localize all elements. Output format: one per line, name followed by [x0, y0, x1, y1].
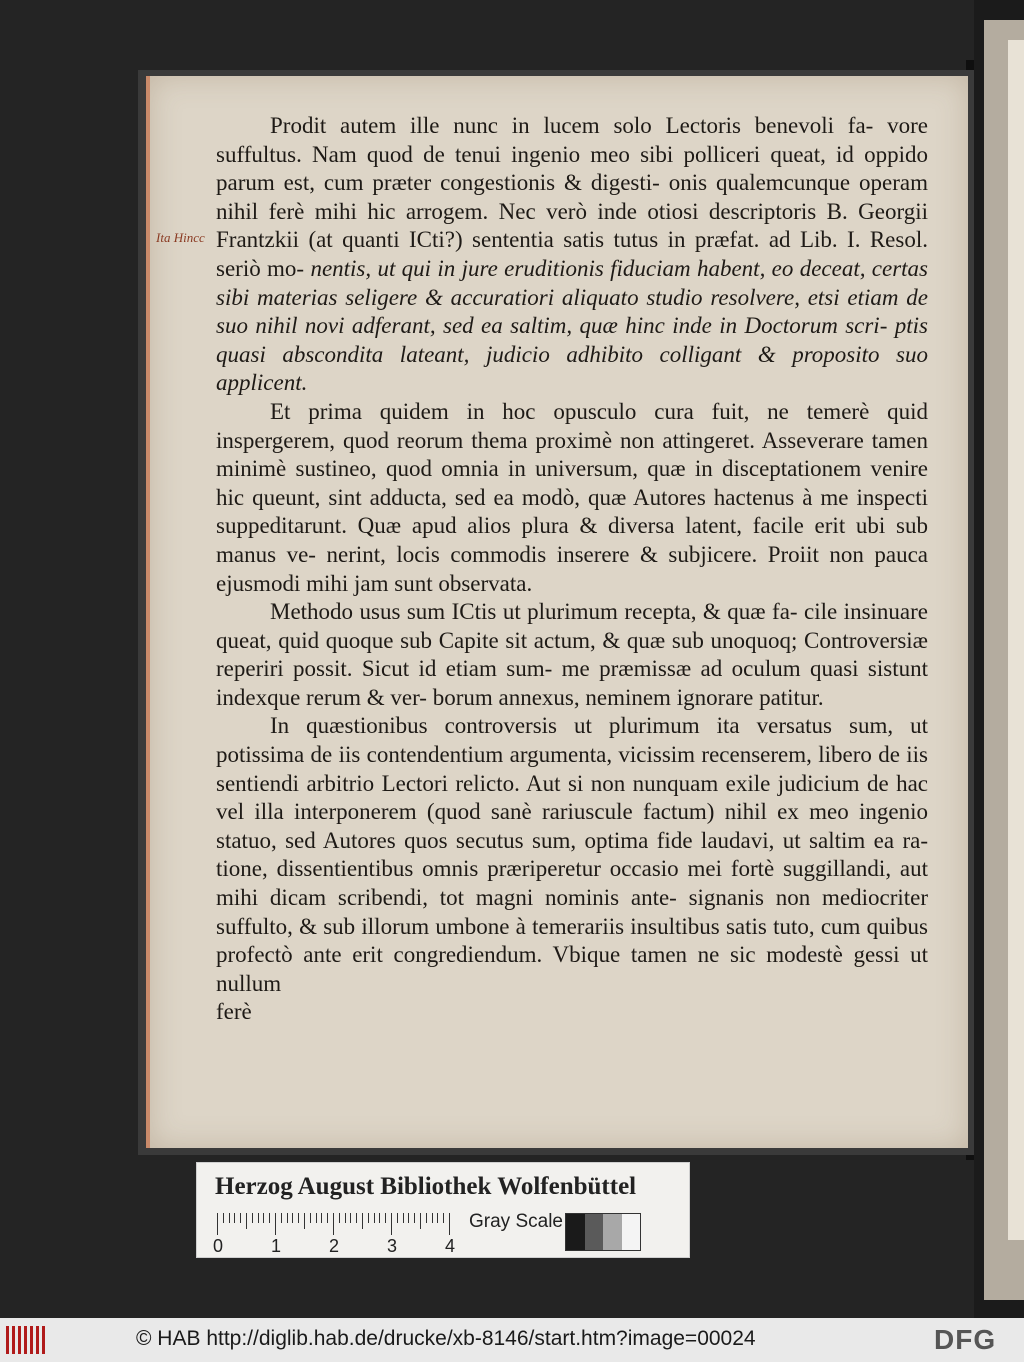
ruler-number: 0 [213, 1236, 224, 1256]
page-text [216, 112, 928, 1027]
ruler-tick [298, 1213, 299, 1223]
ruler-tick [304, 1213, 305, 1229]
dfg-logo: DFG [934, 1324, 997, 1355]
ruler-tick [414, 1213, 415, 1223]
ruler-number: 4 [445, 1236, 456, 1256]
ruler-tick [258, 1213, 259, 1223]
ruler-tick [408, 1213, 409, 1223]
gray-swatch-light [603, 1214, 622, 1250]
ruler-tick [374, 1213, 375, 1223]
margin-annotation: Ita Hincc [156, 230, 205, 245]
paragraph-4: In quæstionibus controversis ut plurimum ita versatus sum, ut potissima de iis contendentium argumenta, vicissim recenserem, libero de iis sentiendi arbitrio Lectori relicto. Aut si non nunquam exile judicium de hac vel illa interponerem (quod sanè rariuscule factum) nihil ex meo ingenio statuo, sed Autores quos secutus sum, optima fide laudavi, ut saltim ea ra- tione, dissentientibus omnis præriperetur occasio mei fortè suggillandi, aut mihi dicam scribendi, tot magni nominis ante- signanis non mediocriter suffulto, & sub illorum umbone à temerariis insultibus satis tuto, cum quibus profectò ante erit congrediendum. Vbique tamen ne sic modestè gessi ut nullum [216, 713, 929, 996]
copyright-url[interactable]: © HAB http://diglib.hab.de/drucke/xb-8146/start.htm?image=00024 [136, 1327, 756, 1350]
ruler-tick [252, 1213, 253, 1223]
ruler-tick [420, 1213, 421, 1229]
ruler-tick [432, 1213, 433, 1223]
ruler-tick [292, 1213, 293, 1223]
gray-swatch-black [566, 1214, 585, 1250]
ruler-tick [310, 1213, 311, 1223]
catchword: ferè [216, 999, 252, 1025]
ruler-tick [316, 1213, 317, 1223]
ruler-tick [443, 1213, 444, 1223]
ruler-tick [240, 1213, 241, 1223]
paragraph-3: Methodo usus sum ICtis ut plurimum recepta, & quæ fa- cile insinuare queat, quid quoque sub Capite sit actum, & quæ sub unoquoq; Controversiæ reperiri possit. Sicut id etiam sum- me præmissæ ad oculum quasi sistunt indexque rerum & ver- borum annexus, neminem ignorare patitur. [216, 599, 928, 710]
ruler-number: 1 [271, 1236, 282, 1256]
ruler-tick [281, 1213, 282, 1223]
facing-page-edge-inner [1008, 40, 1024, 1240]
ruler-number: 3 [387, 1236, 398, 1256]
library-name: Herzog August Bibliothek Wolfenbüttel [215, 1173, 637, 1200]
ruler-tick [275, 1213, 276, 1235]
ruler-tick [403, 1213, 404, 1223]
ruler-tick [345, 1213, 346, 1223]
ruler-tick [391, 1213, 392, 1235]
ruler-tick [287, 1213, 288, 1223]
gray-scale-label: Gray Scale [469, 1211, 563, 1232]
ruler-tick [385, 1213, 386, 1223]
gray-scale-swatch [565, 1213, 641, 1251]
paragraph-1: Prodit autem ille nunc in lucem solo Lectoris benevoli fa- vore suffultus. Nam quod de tenui ingenio meo sibi polliceri queat, id oppido parum est, cum præter congestionis & digesti- onis qualemcunque operam nihil ferè mihi hic arrogem. Nec verò inde otiosi descriptoris B. Georgii Frantzkii (at quanti ICti?) sententia satis tutus in præfat. ad Lib. I. Resol. seriò mo- nentis, ut qui in jure eruditionis fiduciam habent, eo deceat, certas sibi materias seligere & accuratiori aliquato studio resolvere, etsi etiam de suo nihil novi adferant, sed ea saltim, quæ hinc inde in Doctorum scri- ptis quasi abscondita lateant, judicio adhibito colligant & proposito suo applicent. [216, 113, 929, 396]
ruler-tick [449, 1213, 450, 1235]
ruler-number: 2 [329, 1236, 340, 1256]
ruler-tick [263, 1213, 264, 1223]
ruler-tick [333, 1213, 334, 1235]
ruler-tick [368, 1213, 369, 1223]
ruler-tick [339, 1213, 340, 1223]
ruler-tick [223, 1213, 224, 1223]
footer-bar [0, 1318, 1024, 1362]
ruler-tick [437, 1213, 438, 1223]
library-color-chart [196, 1162, 690, 1258]
ruler-tick [362, 1213, 363, 1229]
hab-logo-icon [6, 1326, 50, 1354]
ruler-tick [234, 1213, 235, 1223]
ruler-tick [229, 1213, 230, 1223]
paragraph-2: Et prima quidem in hoc opusculo cura fuit, ne temerè quid inspergerem, quod reorum thema proximè non attingeret. Asseverare tamen minimè sustineo, quod omnia in universum, quæ in disceptationem venire hic queunt, sint adducta, sed ea modò, quæ Autores hactenus à me inspecti suppeditarunt. Quæ apud alios plura & diversa latent, facile erit ubi sub manus ve- nerint, locis commodis inserere & subjicere. Proiit non pauca ejusmodi mihi jam sunt observata. [216, 398, 929, 596]
ruler-tick [217, 1213, 218, 1235]
ruler-tick [379, 1213, 380, 1223]
ruler-tick [426, 1213, 427, 1223]
ruler-tick [269, 1213, 270, 1223]
ruler-tick [321, 1213, 322, 1223]
gray-swatch-white [622, 1214, 641, 1250]
ruler-tick [397, 1213, 398, 1223]
ruler-tick [356, 1213, 357, 1223]
ruler-tick [350, 1213, 351, 1223]
ruler-tick [246, 1213, 247, 1229]
ruler-scale [217, 1213, 447, 1235]
gray-swatch-dark [585, 1214, 604, 1250]
ruler-tick [327, 1213, 328, 1223]
